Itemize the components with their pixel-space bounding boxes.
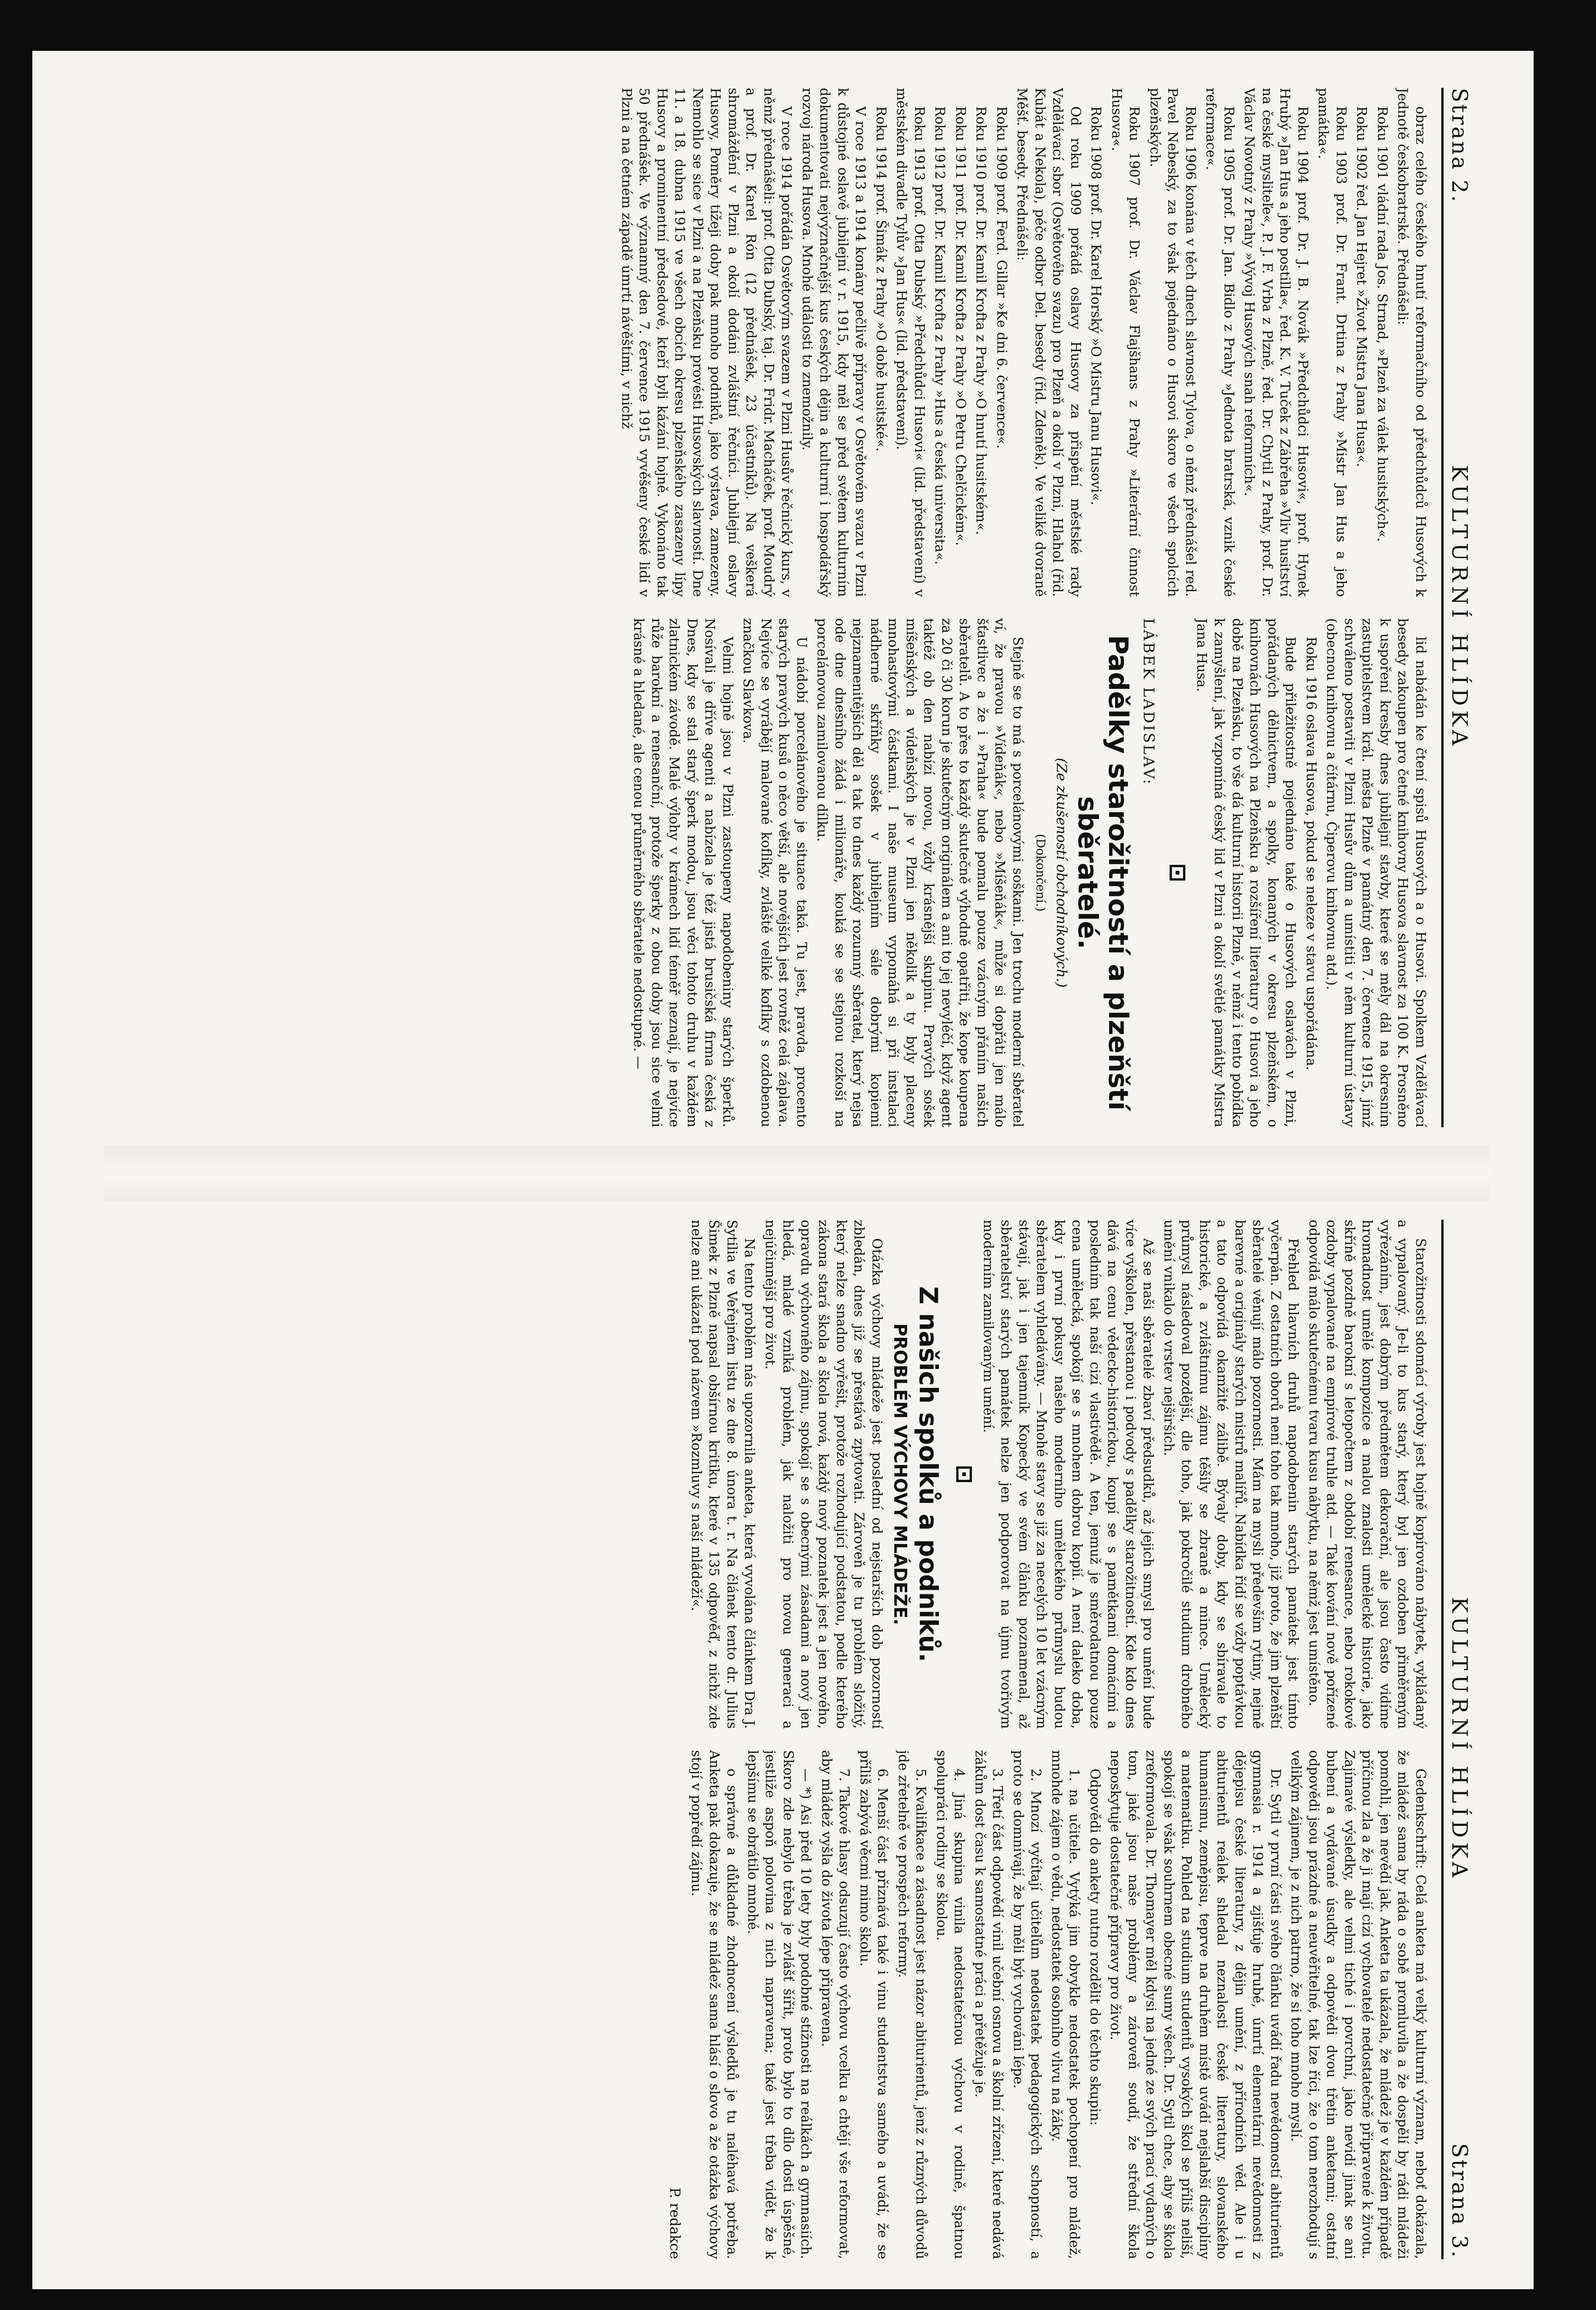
paragraph: Roku 1908 prof. Dr. Karel Horský »O Mistru Janu Husovi«. (1088, 106, 1104, 505)
paragraph: Gedenkschrift: Celá anketa má velký kulturní význam, neboť dokázala, že mládež sama by ráda o sobě promluvila a že dospělí by rádi mládeži pomohli, jen nevědí jak. Anketa ta ukázala, že mládež je v každém případě příčinou zla a že ji mají cizí vychovatelé nedostatečně připravené k životu. Zajímavé výsledky, ale velmi tiché i povrchní, jako nevidí jinak se ani bubení a vydávané úsudky a odpovědi dvou třetin anketami; ostatní odpovědi jsou prázdné a neuvěřitelné, tak lze říci, že o tom nerozhodují s velikým zájmem, je z nich patrno, že si toho mnoho myslí. (1288, 1750, 1429, 2259)
signature: P. redakce (667, 2187, 683, 2259)
paragraph: obraz celého českého hnutí reformačního od předchůdců Husových k Jednotě českobratrské. Přednášeli: (1395, 88, 1429, 597)
page-3-column-1 (122, 1220, 1430, 1729)
paragraph: Roku 1910 prof. Dr. Kamil Krofta z Prahy »O hnutí husitském«. (973, 106, 989, 535)
paragraph: Přehled hlavních druhů napodobenin starých památek jest tímto vyčerpán. Z ostatních oborů není toho tak mnoho, již proto, že jim plzeňští sběratelé věnují málo pozornosti. Mám na mysli především rytiny, nejmě barevné a originály starých mistrů malířů. Nabídka řídí se vždy poptávkou a tato odpovídá okamžité zálibě. Bývaly doby, kdy se sbíravale to historické, a zvláštnímu zájmu těšily se zbraně a mince. Umělecký průmysl následoval pozdější, dle toho, jak pokročilé studium drobného umění vnikalo do vrstev nejširších. (1161, 1220, 1302, 1729)
page-2-column-2 (122, 618, 1430, 1127)
paragraph: Roku 1911 prof. Dr. Kamil Krofta z Prahy »O Petru Chelčickém«. (953, 106, 969, 546)
page-3-columns (122, 1220, 1430, 2259)
paragraph: Roku 1916 oslava Husova, pokud se neleze v stavu uspořádána. (1304, 637, 1319, 1070)
paragraph: Až se naši sběratelé zbaví předsudků, až jejich smysl pro umění bude více vyškolen, přestanou i podvody s padělky starožitností. Kde kdo dnes dává na cenu vědecko-historickou, koupí se s pamětkami domácími a posledním tak naší cizí vlastivědě. A ten, jemuž je směrodatnou pouze cena umělecká, spokojí se s mnohem dobrou kopií. A není daleko doba, kdy i první pokusy našeho moderního uměleckého průmyslu budou sběratelem vyhledávány. — Mnohé stavy se již za necelých 10 let vzácným stávají, jak i jen tajemník Kopecký ve svém článku poznamenal, až sběratelství starých památek nelze jen podporovat na újmu tvořivým moderním zamilovaným umění. (981, 1220, 1157, 1729)
page-number: Strana 3. (1447, 2143, 1472, 2259)
paragraph: V roce 1914 pořádán Osvětovým svazem v Plzni Husův řečnický kurs, v němž přednášeli: prof. Otta Dubský, taj. Dr. Fridr. Macháček, prof. Moudrý a prof. Dr. Karel Rón (12 přednášek, 23 účastníků). Na veškerá shromáždění v Plzni a okolí dodáni zvláštní řečníci. Jubilejní oslavy Husovy, Poměry tížeji doby pak mnoho podniků, jako výstava, zamezeny. Nemohlo se sice v Plzni a na Plzeňsku provésti Husovských slavností. Dne 11. a 18. dubna 1915 ve všech obcích okresu plzeňského zasazeny lípy Husovy a prominentní předsedové, kteří byli kázání hojně. Vykonáno tak 50 přednášek. Ve významný den 7. července 1915 vyvěšeny české lidí v Plzni a na četném západě úmrtí návěštími, v nichž (619, 88, 795, 597)
article-continuation-note: (Dokončení.) (1033, 833, 1048, 912)
paragraph: 6. Menší část přiznává také i vinu studentstva samého a uvádí, že se příliš zabývá věcmi mimo školu. (857, 1750, 891, 2259)
article-title: Padělky starožitností a plzeňští sběratelé. (1072, 635, 1134, 1111)
page-gutter (104, 1146, 1490, 1201)
running-head-page-2 (1441, 88, 1476, 1127)
article-subtitle: (Ze zkušeností obchodníkových.) (1053, 758, 1069, 988)
paragraph: V roce 1913 a 1914 konány pečlivě přípravy v Osvětovém svazu v Plzni k důstojné oslavě jubilejní v r. 1915, kdy měl se před světem kulturním dokumentovati nejvýznačnější kus českých dějin a kulturní i hospodářský rozvoj národa Husova. Mnohé události to znemožnily. (800, 88, 869, 597)
section-ornament-icon (957, 1466, 972, 1482)
paragraph: 4. Jiná skupina vinila nedostatečnou výchovu v rodině, špatnou spolupráci rodiny se školou. (934, 1750, 968, 2259)
paragraph: Roku 1904 prof. Dr. J. B. Novák »Předchůdci Husovi«, prof. Hynek Hrubý »Jan Hus a jeho postilla«, řed. K. V. Tuček z Zábřeha »Vliv husitství na české mysliteľe«, P. J. F. Vrba z Plzně, řed. Dr. Chytil z Prahy, prof. Dr. Václav Novotný z Prahy »Vývoj Husových snah reformních«. (1242, 88, 1311, 597)
paragraph: Odpovědi do ankety nutno rozdělit do těchto skupin: (1087, 1769, 1103, 2126)
paragraph: Stejně se to má s porcelánovými soškami. Jen trochu moderní sběratel ví, že pravou »Vídeňák«, nebo »Míšeňák«, může si dopřáti jen málo šťastlivec a že i »Praha« bude pomalu pouze vzácným přáním našich sběratelů. A to přes to každý skutečně výhodně opatřiti, že kope koupena za 20 či 30 korun je skutečným originálem a ani to jej nevyléčí, když agent taktéž ob den nabízí novou, vždy krásnější skupinu. Pravých sošek míšeňských a vídeňských je v Plzni jen několik a ty byly placeny mnohastovými částkami. I naše museum vypomáhá si při instalaci nádherné skříňky sošek v jubilejním sále dobrými kopiemi nejznamenitějších děl a tak to dnes každý rozumný sběratel, který nejsa ode dne dnešního žádá i milionáře, kouká se se stejnou rozkoší na porcelánovou zamilovanou dílku. (814, 618, 1026, 1127)
paragraph: Roku 1902 řed. Jan Hejret »Život Mistra Jana Husa«. (1354, 106, 1370, 467)
scan-border-bottom (0, 2289, 1596, 2310)
paragraph: 1. na učitele. Vytýká jim obvykle nedostatek pochopení pro mládež, mnohde zájem o vědu, nedostatek osobního vlivu na žáky. (1049, 1750, 1083, 2259)
page-3-column-2 (122, 1750, 1430, 2259)
journal-title: KULTURNÍ HLÍDKA (1447, 1597, 1472, 1882)
paragraph: — *) Asi před 10 lety byly podobné stížnosti na reálkách a gymnasiích. Skoro zde nebylo třeba je zvlášť šířit, proto bylo to dílo dosti úspěšné, jestliže aspoň polovina z nich napravena; také jest třeba vidět, že k lepšímu se obrátilo mnohé. (745, 1750, 814, 2259)
paragraph: 2. Mnozí vyčítají učitelům nedostatek pedagogických schopností, a proto se domnívají, že by měli být vychováni lépe. (1011, 1750, 1044, 2259)
paragraph: Roku 1913 prof. Otta Dubský »Předchůdci Husovi« (lid. představení) v městském divadle Tylův »Jan Hus« (lid. představení). (894, 88, 928, 597)
paragraph: Na tento problém nás upozornila anketa, která vyvolána článkem Dra J. Sytilia ve Veřejném listu ze dne 8. února t. r. Na článek tento dr. Julius Šimek z Plzně napsal obšírnou kritiku, které v 135 odpověď, z nichž zde nelze ani ukázati pod názvem »Rozmluvy s naší mládeží«. (689, 1220, 758, 1729)
paragraph: 7. Takové hlasy odsuzují často výchovu vcelku a chtějí vše reformovat, aby mládež vyšla do života lépe připravena. (819, 1750, 853, 2259)
page-2-columns (122, 88, 1430, 1127)
running-head-page-3 (1441, 1220, 1476, 2259)
paragraph: Dr. Sytil v první části svého článku uvádí řadu nevědomostí abiturientů gymnasia r. 1914 a zjišťuje hrubé, úmrtí elementární nevědomosti z dějepisu české literatury, z dějin umění, z přírodních věd. Ale i u abiturientů reálek shledal neznalosti české literatury, slovanského humanismu, zeměpisu, teprve na druhém místě uvádí nejslabší disciplíny a matematiku. Pohled na studium studentů vysokých škol se příliš neliší, spokojí se však souhrnem obecné sumy všech. Dr. Sytil chce, aby se škola zreformovala. Dr. Thomayer měl kdysi na jedné ze svých prací vydaných o tom, jaké jsou naše problémy a zároveň soudí, že střední škola neposkytuje dostatečné přípravy pro život. (1108, 1750, 1284, 2259)
paragraph: Bude přiležitostně pojednáno také o Husových oslavách v Plzni, pořádaných dělnictvem, a spolky, konaných v okresu plzeňském, o knihovnách Husových na Plzeňsku a rozšíření literatury o Husovi a jeho době na Plzeňsku, to vše dá kulturní historii Plzně, v němž i tento pobídka k zamyšlení, jak vzpomíná český lid v Plzni a okolí světlé památky Mistra Jana Husa. (1194, 618, 1299, 1127)
section-ornament-icon (1170, 865, 1186, 881)
page-3 (104, 1201, 1490, 2278)
scan-border-left (0, 0, 32, 2310)
section-title: Z našich spolků a podniků. (914, 1286, 943, 1662)
paragraph: Roku 1906 konána v těch dnech slavnost Tylova, o němž přednášel red. Pavel Nebeský, za to však pojednáno o Husovi skoro ve všech spolcích plzeňských. (1147, 88, 1199, 597)
page-number: Strana 2. (1447, 88, 1472, 204)
paragraph: Velmi hojně jsou v Plzni zastoupeny napodobeniny starých šperků. Nosívali je dříve agenti a nabízela je též jistá brusičská firma česká z Dnes, kdy se stal starý šperk modou, jsou věci tohoto druhu v každém zlatnickém závodě. Malé výlohy v krámech lidí téměř neznají, je nejvíce růže barokní a renesanční, protože šperky z obou doby jsou sice velmi krásné a hledané, ale cenou průměrného sběratele nedostupné. — (631, 618, 736, 1127)
scan-border-top (0, 0, 1596, 51)
paragraph: 5. Kvalifikace a zásadnost jest názor abiturientů, jenž z různých důvodů jde zřetelně ve prospěch reformy. (896, 1750, 929, 2259)
page-2 (104, 69, 1490, 1146)
section-subtitle: PROBLÉM VÝCHOVY MLÁDEŽE. (890, 1323, 911, 1625)
paragraph: Roku 1909 prof. Ferd. Gillar »Ke dni 6. července«. (994, 106, 1010, 449)
paragraph: Otázka výchovy mládeže jest poslední od nejstarších dob pozorností zbledán, dnes již se přestává zpytovati. Zároveň je tu problém složitý, který nelze snadno vyřešit, protože rozhodující podstatou, podle kterého zákona stará škola a škola nová, každý nový poznatek jest a jen nového, opravdu výchovného zájmu, spokojí se s obecnými zásadami a nový jen hledá, mladé vzniká problém, jak naložiti pro novou generaci a nejúčinnější pro život. (763, 1220, 885, 1729)
page-2-column-1 (122, 88, 1430, 597)
paragraph: Roku 1903 prof. Dr. Frant. Drtina z Prahy »Mistr Jan Hus a jeho památka«. (1316, 88, 1349, 597)
article-author: LÁBEK LADISLAV: (1140, 618, 1158, 786)
paragraph: Roku 1907 prof. Dr. Václav Flajšhans z Prahy »Literární činnost Husova«. (1109, 88, 1143, 597)
rotated-page-spread (104, 69, 1490, 2278)
paragraph: Od roku 1909 pořádá oslavy Husovy za přispění městské rady Vzdělávací sbor (Osvětového svazu) pro Plzeň a okolí v Plzni, Hlahol (řid. Kubát a Nekola), péče odbor Del. besedy (řid. Zdeněk). Ve veliké dvoraně Měšť. besedy. Přednášeli: (1014, 88, 1084, 597)
paragraph: Roku 1901 vládní rada Jos. Strnad, »Plzeň za válek husitských«. (1375, 106, 1390, 542)
journal-title: KULTURNÍ HLÍDKA (1447, 465, 1472, 750)
scan-border-right (1534, 0, 1596, 2310)
paragraph: Starožitnosti sdomácí výroby jest hojně kopírováno nábytek, vykládaný a vypalovaný. Je-li to kus starý, který byl jen ozdoben přiměřeným vyřezáním, jest dobrým předmětem dekorační, ale jsou často vidíme hromadnost umělé kompozice a malou znalosti umělecké historie, jako skříně pozdně barokní s letopočtem z období renesance, nebo rokokové ozdoby vypalované na empírové truhle atd. — Také kování nově pořízené odpovídá málo skutečnému tvaru kusu nábytku, na němž jest umístěno. (1306, 1220, 1429, 1729)
paragraph: U nádobí porcelánového je situace taká. Tu jest, pravda, procento starých pravých kusů o něco větší, ale novějších jest rovněž celá záplava. Nejvíce se vyrábějí malované koflíky, zvláště veliké koflíky s ozdobenou značkou Slavkova. (740, 618, 810, 1127)
paragraph: lid nabádán ke čtení spisů Husových a o Husovi. Spolkem Vzdělávací besedy zakoupen pro četné knihovny Husova slavnost za 100 K. Prosněno k uspoření kresby dnes jubilejní stavby, které se měly dál na okresním zastupitelstvem král. města Plzně v památný den 7. července 1915, jímž schváleno postaviti v Plzni Husův dům a umístiti v něm kulturní ústavy (obecnou knihovnu a čítárnu, Čiperovu knihovnu atd.). (1324, 618, 1429, 1127)
paragraph: Roku 1912 prof. Dr. Kamil Krofta z Prahy »Hus a česká universita«. (932, 106, 948, 565)
paragraph: 3. Třetí část odpovědí vinil učební osnovu a školní zřízení, které nedává žákům dost času k samostatné práci a přetěžuje je. (972, 1750, 1006, 2259)
paragraph: Roku 1914 prof. Šimák z Prahy »O době husitské«. (874, 106, 889, 452)
paragraph: Roku 1905 prof. Dr. Jan. Bidlo z Prahy »Jednota bratrská, vznik české reformace«. (1203, 88, 1237, 597)
paragraph: o správné a důkladné zhodnocení výsledků je tu naléhavá potřeba. Anketa pak dokazuje, že se mládež sama hlásí o slovo a že otázka výchovy stojí v popředí zájmu. (689, 1750, 740, 2259)
